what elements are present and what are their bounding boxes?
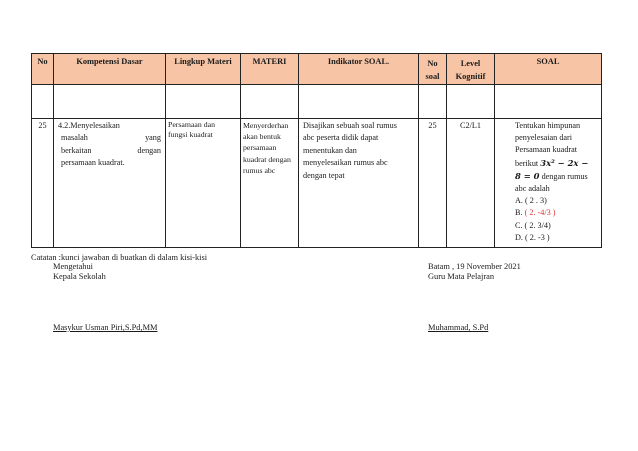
soal-text: dengan rumus	[541, 171, 588, 181]
header-indikator-soal: Indikator SOAL.	[299, 54, 419, 85]
materi-line: Menyerderhan	[243, 121, 289, 130]
blank-cell	[241, 85, 299, 119]
blank-cell	[32, 85, 54, 119]
indikator-line: menentukan dan	[303, 145, 357, 155]
soal-line	[515, 170, 595, 183]
soal-line: abc adalah	[515, 184, 550, 194]
header-no: No	[32, 54, 54, 85]
soal-text: berikut	[515, 158, 539, 168]
option-d: D. ( 2. -3 )	[515, 232, 550, 242]
soal-cell	[495, 119, 602, 248]
lingkup-line: fungsi kuadrat	[168, 130, 213, 139]
indikator-line: dengan tepat	[303, 170, 345, 180]
option-b-answer: ( 2. -4/3 )	[524, 208, 556, 218]
indikator-line: Disajikan sebuah soal rumus	[303, 121, 397, 130]
kd-line-1	[58, 132, 161, 144]
soal-line: Persamaan kuadrat	[515, 145, 578, 155]
guru-label: Guru Mata Pelajran	[428, 272, 495, 281]
materi-line: akan bentuk	[243, 132, 281, 142]
blank-cell	[495, 85, 602, 119]
header-soal: SOAL	[495, 54, 602, 85]
blank-row	[32, 85, 602, 119]
option-b-label: B.	[515, 208, 523, 218]
header-level-line2: Kognitif	[455, 72, 486, 81]
mengetahui-label: Mengetahui	[53, 262, 94, 271]
materi-line: persamaan	[243, 143, 277, 153]
no-soal-cell: 25	[419, 119, 447, 248]
blank-cell	[299, 85, 419, 119]
blank-cell	[166, 85, 241, 119]
equation: 8 = 0	[515, 170, 540, 181]
lingkup-line: Persamaan dan	[168, 120, 215, 129]
header-no-soal	[419, 54, 447, 85]
date-place: Batam , 19 November 2021	[428, 262, 521, 271]
option-a: A. ( 2 . 3)	[515, 196, 547, 206]
indikator-cell	[299, 119, 419, 248]
kd-line-2	[58, 145, 161, 157]
kd-word: berkaitan	[61, 145, 92, 155]
blank-cell	[419, 85, 447, 119]
materi-line: kuadrat dengan	[243, 154, 291, 164]
option-b	[515, 207, 595, 219]
kd-word: dengan	[137, 145, 161, 155]
soal-line	[515, 157, 595, 170]
header-lingkup-materi: Lingkup Materi	[166, 54, 241, 85]
kisi-kisi-table	[31, 53, 602, 248]
kompetensi-dasar-cell	[54, 119, 166, 248]
kd-line-3: persamaan kuadrat.	[61, 158, 125, 168]
kd-word: yang	[145, 133, 161, 143]
kd-word: masalah	[61, 133, 88, 143]
kepala-sekolah-label: Kepala Sekolah	[53, 272, 106, 281]
equation: 3x² − 2x −	[540, 157, 589, 168]
indikator-line: menyelesaikan rumus abc	[303, 158, 388, 168]
blank-cell	[447, 85, 495, 119]
lingkup-materi-cell	[166, 119, 241, 248]
soal-line: Tentukan himpunan	[515, 121, 581, 130]
header-kompetensi-dasar: Kompetensi Dasar	[54, 54, 166, 85]
header-level-kognitif	[447, 54, 495, 85]
soal-line: penyelesaian dari	[515, 133, 573, 143]
header-no-soal-line1: No	[427, 59, 438, 68]
answer-key-note: Catatan :kunci jawaban di buatkan di dalam kisi-kisi	[31, 253, 208, 262]
option-c: C. ( 2. 3/4)	[515, 220, 551, 230]
level-kognitif-cell: C2/L1	[447, 119, 495, 248]
row-number: 25	[32, 119, 54, 248]
kepala-sekolah-name: Masykur Usman Piri,S.Pd,MM	[53, 323, 158, 332]
blank-cell	[54, 85, 166, 119]
guru-name: Muhammad, S.Pd	[428, 323, 489, 332]
materi-line: rumus abc	[243, 165, 276, 175]
table-row	[32, 119, 602, 248]
header-row	[32, 54, 602, 85]
header-materi: MATERI	[241, 54, 299, 85]
header-no-soal-line2: soal	[425, 72, 440, 81]
kd-number-line: 4.2.Menyelesaikan	[58, 121, 120, 130]
materi-cell	[241, 119, 299, 248]
header-level-line1: Level	[460, 59, 481, 68]
indikator-line: abc peserta didik dapat	[303, 133, 379, 143]
